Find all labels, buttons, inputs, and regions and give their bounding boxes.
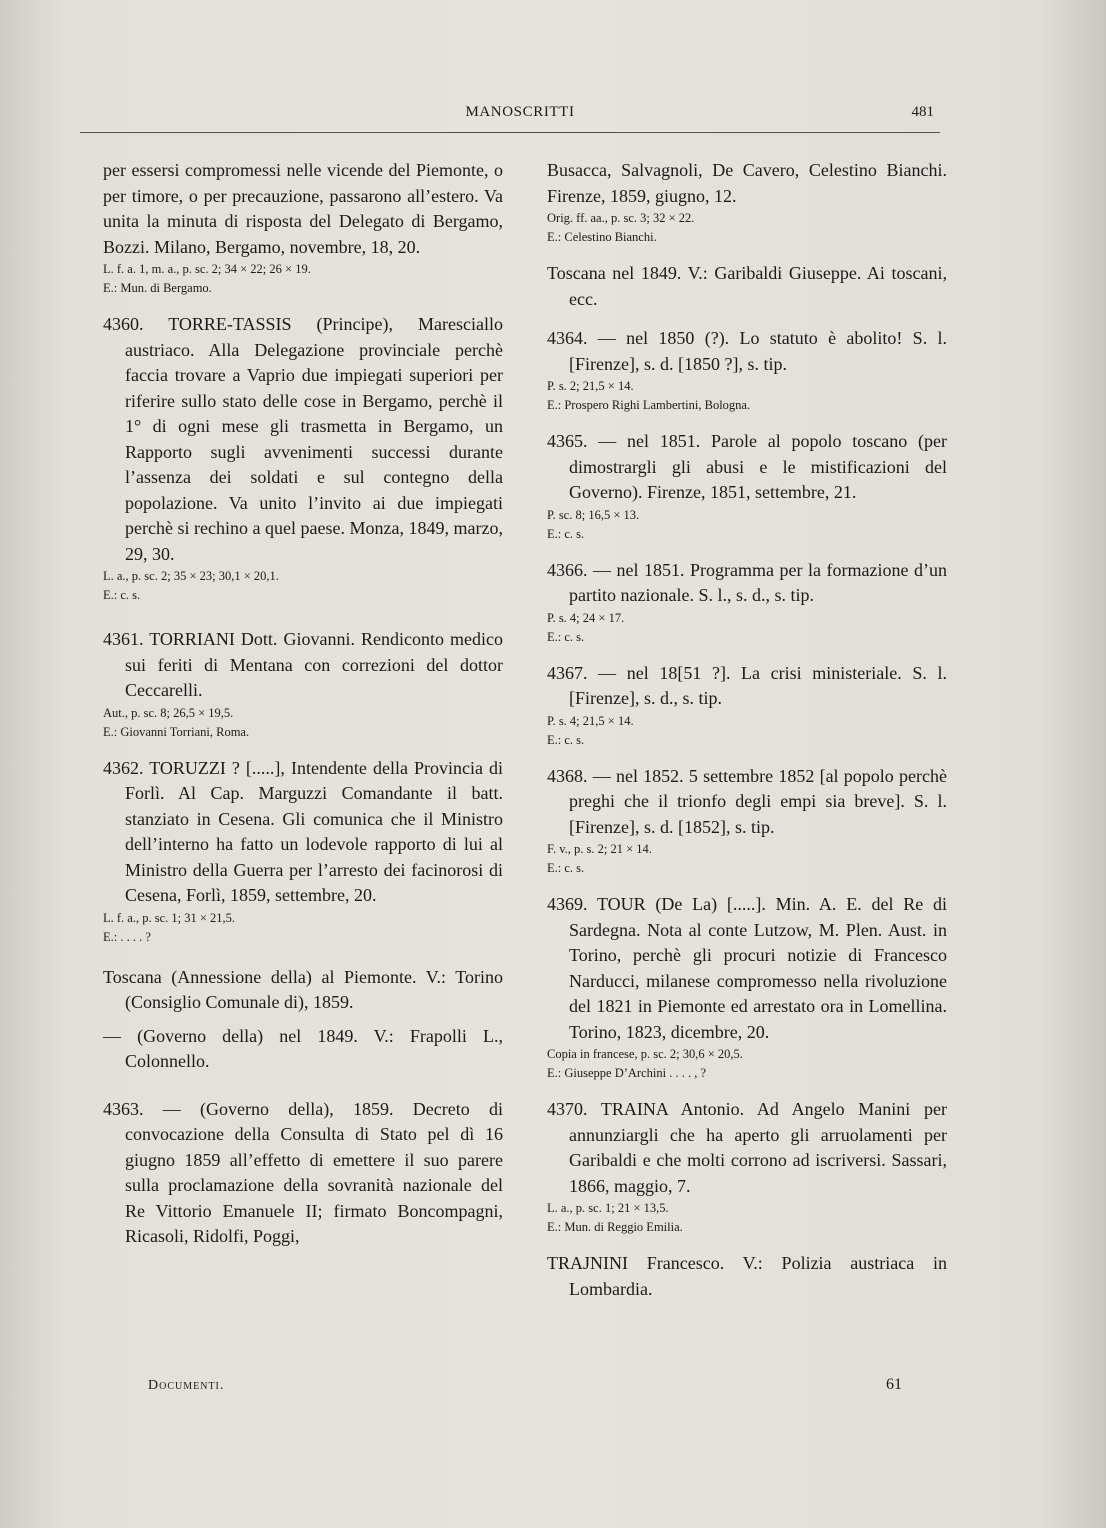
entry-note: P. s. 4; 21,5 × 14. xyxy=(547,713,634,728)
entry-note: L. a., p. sc. 1; 21 × 13,5. xyxy=(547,1201,669,1215)
entry-4364 xyxy=(547,326,947,415)
entry-text: 4363. — (Governo della), 1859. Decreto di convocazione della Consulta di Stato pel dì 16 giugno 1859 all’effetto di emettere il suo parere sulla proclamazione della sovranità nazionale del Re Vittorio Emanuele II; firmato Boncompagni, Ricasoli, Ridolfi, Poggi, xyxy=(103,1098,503,1246)
entry-note: E.: c. s. xyxy=(547,732,585,747)
entry-note: E.: Mun. di Reggio Emilia. xyxy=(547,1220,683,1234)
entry-note: E.: Prospero Righi Lambertini, Bologna. xyxy=(547,398,751,412)
entry-toscana-governo-1849 xyxy=(103,1024,503,1075)
entry-note: E.: c. s. xyxy=(547,629,585,644)
entry-continuation-4363 xyxy=(547,158,947,247)
entry-toscana-annessione xyxy=(103,965,503,1016)
entry-4367 xyxy=(547,661,947,750)
entry-4362 xyxy=(103,756,503,947)
entry-text: 4360. TORRE-TASSIS (Principe), Maresciallo austriaco. Alla Delegazione provinciale perchè faccia trovare a Vaprio due impiegati superiori per riferire sullo stato delle cose in Bergamo, perchè il 1° di ogni mese gli trasmetta in Bergamo, un Rapporto sugli avvenimenti successi durante l’assenza dei soldati e sul contegno della popolazione. Va unito l’invito ai due impiegati perchè si rechino a quel paese. Monza, 1849, marzo, 29, 30. xyxy=(103,314,503,564)
entry-note: E.: . . . . ? xyxy=(103,929,151,944)
entry-note: P. s. 2; 21,5 × 14. xyxy=(547,379,634,393)
entry-note: E.: Mun. di Bergamo. xyxy=(103,281,212,295)
entry-text: 4362. TORUZZI ? [.....], Intendente della Provincia di Forlì. Al Cap. Marguzzi Comandante il batt. stanziato in Cesena. Gli comunica che il Ministro dell’interno ha fatto un lodevole rapporto di lui al Ministro della Guerra per l’arresto dei facinorosi di Cesena, Forlì, 1859, settembre, 20. xyxy=(103,757,503,905)
entry-4365 xyxy=(547,429,947,544)
entry-note: E.: Giuseppe D’Archini . . . . , ? xyxy=(547,1066,706,1080)
entry-note: E.: Celestino Bianchi. xyxy=(547,230,657,244)
entry-note: Orig. ff. aa., p. sc. 3; 32 × 22. xyxy=(547,211,695,225)
entry-note: F. v., p. s. 2; 21 × 14. xyxy=(547,842,652,856)
entry-continuation xyxy=(103,158,503,298)
entry-text: 4369. TOUR (De La) [.....]. Min. A. E. del Re di Sardegna. Nota al conte Lutzow, M. Plen. Aust. in Torino, perchè gli procuri notizie di Francesco Narducci, milanese compromesso nella rivoluzione del 1821 in Piemonte ed arrestato ora in Lomellina. Torino, 1823, dicembre, 20. xyxy=(547,894,947,1042)
entry-text: per essersi compromessi nelle vicende del Piemonte, o per timore, o per precauzione, passarono all’estero. Va unita la minuta di risposta del Delegato di Bergamo, Bozzi. Milano, Bergamo, novembre, 18, 20. xyxy=(103,160,503,257)
entry-note: E.: c. s. xyxy=(103,588,141,602)
entry-text: 4365. — nel 1851. Parole al popolo toscano (per dimostrargli gli abusi e le mistificazioni del Governo). Firenze, 1851, settembre, 21. xyxy=(547,431,947,502)
left-column xyxy=(103,158,503,1264)
entry-note: E.: Giovanni Torriani, Roma. xyxy=(103,724,250,739)
entry-text: Busacca, Salvagnoli, De Cavero, Celestino Bianchi. Firenze, 1859, giugno, 12. xyxy=(547,160,947,206)
entry-4370 xyxy=(547,1097,947,1237)
entry-text: 4370. TRAINA Antonio. Ad Angelo Manini per annunziargli che ha aperto gli arruolamenti per Garibaldi e che molti corrono ad iscriversi. Sassari, 1866, maggio, 7. xyxy=(547,1099,947,1196)
header-rule xyxy=(80,132,940,133)
entry-text: 4368. — nel 1852. 5 settembre 1852 [al popolo perchè preghi che il trionfo degli empi sia breve]. S. l. [Firenze], s. d. [1852], s. tip. xyxy=(547,765,947,837)
entry-text: 4361. TORRIANI Dott. Giovanni. Rendiconto medico sui feriti di Mentana con correzioni del dottor Ceccarelli. xyxy=(103,629,503,700)
running-head: MANOSCRITTI xyxy=(465,104,575,120)
entry-4366 xyxy=(547,558,947,647)
entry-text: TRAJNINI Francesco. V.: Polizia austriaca in Lombardia. xyxy=(547,1253,947,1299)
entry-4369 xyxy=(547,892,947,1083)
entry-note: P. s. 4; 24 × 17. xyxy=(547,610,625,625)
entry-text: 4364. — nel 1850 (?). Lo statuto è abolito! S. l. [Firenze], s. d. [1850 ?], s. tip. xyxy=(547,328,947,374)
entry-4360 xyxy=(103,312,503,605)
entry-note: L. f. a., p. sc. 1; 31 × 21,5. xyxy=(103,910,236,925)
entry-note: E.: c. s. xyxy=(547,526,585,541)
entry-note: P. sc. 8; 16,5 × 13. xyxy=(547,507,640,522)
entry-4368 xyxy=(547,764,947,879)
entry-4363 xyxy=(103,1097,503,1250)
entry-4361 xyxy=(103,627,503,742)
entry-text: 4367. — nel 18[51 ?]. La crisi ministeriale. S. l. [Firenze], s. d., s. tip. xyxy=(547,662,947,708)
entry-trajnini xyxy=(547,1251,947,1302)
entry-text: Toscana (Annessione della) al Piemonte. V.: Torino (Consiglio Comunale di), 1859. xyxy=(103,966,503,1012)
entry-note: L. a., p. sc. 2; 35 × 23; 30,1 × 20,1. xyxy=(103,569,279,583)
entry-text: — (Governo della) nel 1849. V.: Frapolli L., Colonnello. xyxy=(103,1025,503,1071)
entry-note: L. f. a. 1, m. a., p. sc. 2; 34 × 22; 26 × 19. xyxy=(103,262,311,276)
entry-text: Toscana nel 1849. V.: Garibaldi Giuseppe. Ai toscani, ecc. xyxy=(547,263,947,309)
entry-toscana-1849 xyxy=(547,261,947,312)
right-column xyxy=(547,158,947,1316)
signature-number: 61 xyxy=(886,1376,902,1393)
signature-mark: Documenti. xyxy=(148,1378,225,1393)
entry-note: E.: c. s. xyxy=(547,861,585,875)
entry-note: Copia in francese, p. sc. 2; 30,6 × 20,5. xyxy=(547,1047,743,1061)
entry-text: 4366. — nel 1851. Programma per la formazione d’un partito nazionale. S. l., s. d., s. tip. xyxy=(547,559,947,605)
page-number: 481 xyxy=(911,104,934,120)
entry-note: Aut., p. sc. 8; 26,5 × 19,5. xyxy=(103,705,234,720)
